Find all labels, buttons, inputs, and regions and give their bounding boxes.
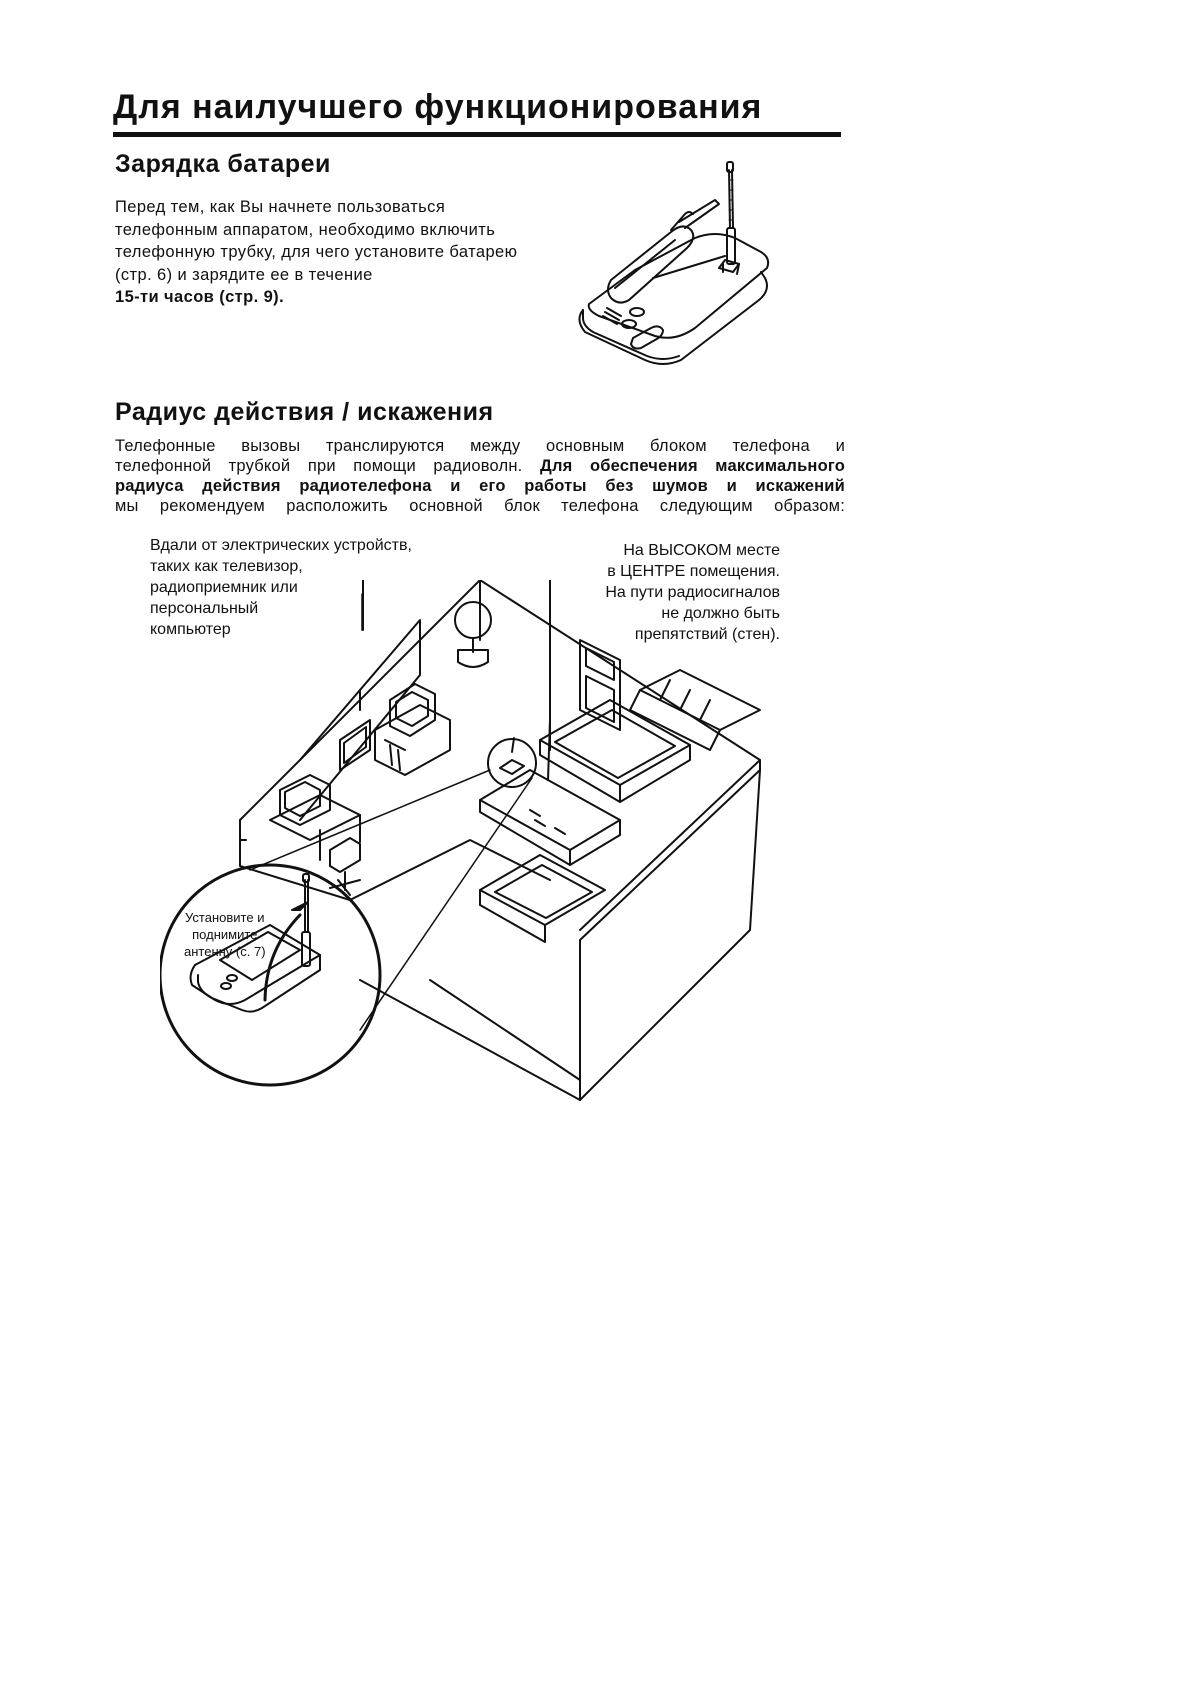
range-paragraph: [115, 436, 845, 516]
caption-right-line: На пути радиосигналов: [605, 584, 780, 601]
caption-antenna: [184, 909, 266, 960]
caption-antenna-line: Установите и: [185, 910, 265, 925]
page-title: Для наилучшего функционирования: [113, 88, 763, 126]
charging-line: Перед тем, как Вы начнете пользоваться: [115, 198, 446, 216]
caption-left-line: персональный: [150, 600, 259, 617]
range-heading: Радиус действия / искажения: [115, 398, 494, 426]
caption-antenna-line: поднимите: [192, 927, 258, 942]
cordless-phone-illustration: [575, 160, 795, 395]
charging-line: (стр. 6) и зарядите ее в течение: [115, 265, 373, 284]
caption-left-line: компьютер: [150, 621, 231, 638]
charging-heading: Зарядка батареи: [115, 150, 331, 178]
charging-paragraph: [115, 196, 585, 309]
range-line-3: радиуса действия радиотелефона и его работы без шумов и искажений: [115, 477, 845, 495]
caption-right-line: в ЦЕНТРЕ помещения.: [607, 563, 780, 580]
charging-line: телефонную трубку, для чего установите батарею: [115, 243, 518, 261]
caption-right-line: не должно быть: [661, 605, 780, 622]
range-line-2: [115, 456, 845, 476]
range-line-2-bold: Для обеспечения максимального: [540, 457, 845, 475]
caption-antenna-line: антенну (с. 7): [184, 944, 266, 959]
charging-line: телефонным аппаратом, необходимо включить: [115, 220, 496, 239]
room-layout-illustration: [160, 580, 820, 1120]
range-line-2-normal: телефонной трубкой при помощи радиоволн.: [115, 457, 523, 475]
caption-left-line: Вдали от электрических устройств,: [150, 537, 412, 554]
range-line-1: Телефонные вызовы транслируются между основным блоком телефона и: [115, 437, 845, 455]
caption-left-line: радиоприемник или: [150, 579, 298, 596]
caption-left-line: таких как телевизор,: [150, 558, 303, 575]
caption-right-line: На ВЫСОКОМ месте: [623, 542, 780, 559]
charging-bold-line: 15-ти часов (стр. 9).: [115, 288, 285, 306]
caption-right-line: препятствий (стен).: [634, 626, 780, 643]
title-underline: [113, 132, 841, 137]
range-line-4: мы рекомендуем расположить основной блок телефона следующим образом:: [115, 497, 845, 515]
